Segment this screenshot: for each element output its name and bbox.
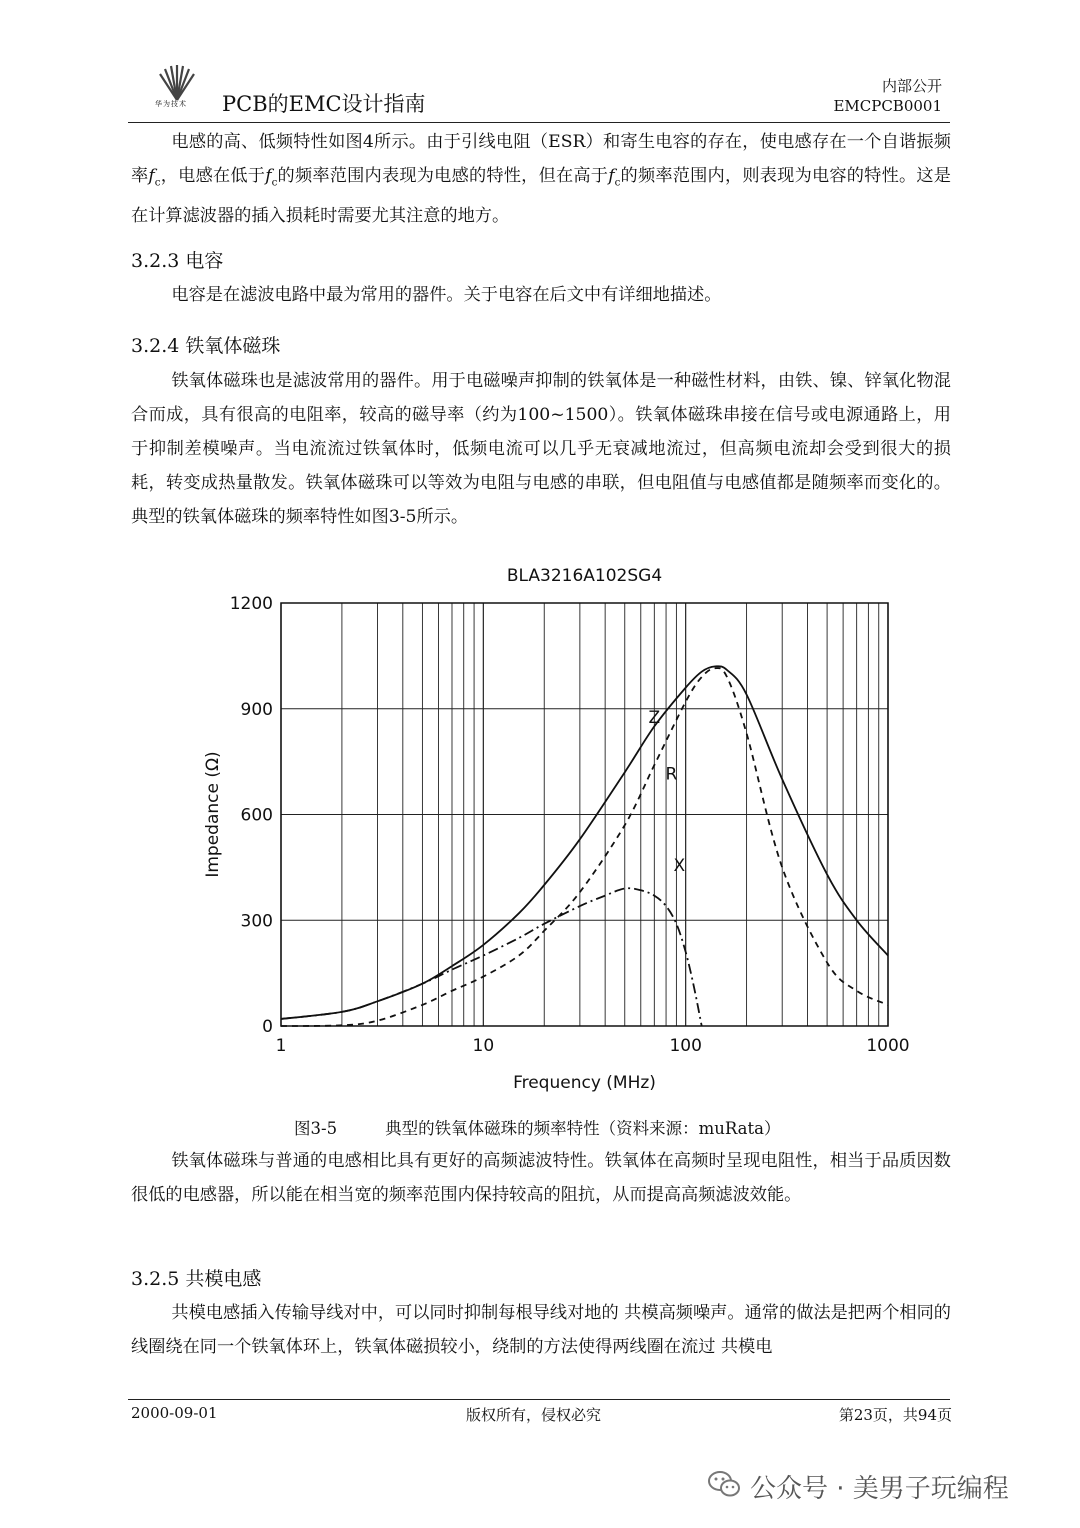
x-tick-label: 1 [275, 1036, 287, 1056]
footer-page-number: 第23页，共94页 [838, 1406, 952, 1424]
symbol-fc: f [148, 166, 155, 186]
x-tick-label: 1000 [866, 1036, 910, 1056]
watermark-text: 公众号 · 美男子玩编程 [750, 1474, 1009, 1504]
y-tick-label: 0 [262, 1017, 273, 1037]
symbol-subscript: c [614, 176, 621, 189]
y-tick-label: 900 [240, 699, 273, 720]
logo-text: 华为技术 [155, 100, 187, 108]
x-axis-label: Frequency (MHz) [513, 1073, 656, 1093]
section-heading-3-2-4: 3.2.4 铁氧体磁珠 [131, 335, 281, 357]
x-tick-label: 10 [472, 1036, 495, 1056]
series-line-z [281, 666, 888, 1019]
section-heading-3-2-3: 3.2.3 电容 [131, 250, 224, 272]
paragraph-text: 铁氧体磁珠与普通的电感相比具有更好的高频滤波特性。铁氧体在高频时呈现电阻性，相当于品质因数很低的电感器，所以能在相当宽的频率范围内保持较高的阻抗，从而提高高频滤波效能。 [131, 1151, 951, 1205]
y-tick-label: 600 [240, 805, 273, 826]
series-label-r: R [665, 764, 678, 785]
symbol-fc: f [265, 166, 272, 186]
section-3-2-3-paragraph [131, 278, 951, 312]
impedance-frequency-chart [190, 555, 930, 1100]
figure-caption [294, 1115, 780, 1139]
text-run: ，电感在低于 [160, 166, 266, 186]
document-id: EMCPCB0001 [833, 97, 942, 115]
chart-title: BLA3216A102SG4 [506, 566, 663, 586]
section-3-2-5-paragraph [131, 1296, 951, 1364]
series-line-r [281, 668, 888, 1026]
text-run: 的频率范围内，则表现为电容的特性。这是在计算滤波器的插入损耗时需要尤其注意的地方。 [131, 166, 951, 227]
ferrite-comparison-paragraph [131, 1144, 951, 1212]
series-label-z: Z [648, 707, 661, 728]
section-heading-3-2-5: 3.2.5 共模电感 [131, 1268, 262, 1290]
document-title: PCB的EMC设计指南 [222, 92, 426, 116]
y-axis-label: Impedance (Ω) [203, 751, 223, 878]
series-label-x: X [673, 855, 686, 876]
symbol-subscript: c [271, 176, 278, 189]
header-meta [833, 76, 942, 116]
wechat-icon [707, 1469, 741, 1499]
x-tick-label: 100 [669, 1036, 702, 1056]
y-tick-label: 1200 [229, 594, 273, 614]
text-run: 电感的高、低频特性如图4所示。由于引线电阻（ESR）和寄生电容的存在，使电感存在一个自谐振频率 [131, 132, 951, 186]
symbol-fc: f [608, 166, 615, 186]
text-run: 的频率范围内表现为电感的特性，但在高于 [277, 166, 609, 186]
paragraph-text: 铁氧体磁珠也是滤波常用的器件。用于电磁噪声抑制的铁氧体是一种磁性材料，由铁、镍、锌氧化物混合而成，具有很高的电阻率，较高的磁导率（约为100~1500）。铁氧体磁珠串接在信号或电源通路上，用于抑制差模噪声。当电流流过铁氧体时，低频电流可以几乎无衰减地流过，但高频电流却会受到很大的损耗，转变成热量散发。铁氧体磁珠可以等效为电阻与电感的串联，但电阻值与电感值都是随频率而变化的。典型的铁氧体磁珠的频率特性如图3-5所示。 [131, 371, 951, 527]
header-rule [128, 122, 950, 123]
paragraph-text: 电容是在滤波电路中最为常用的器件。关于电容在后文中有详细地描述。 [171, 285, 722, 305]
footer-copyright: 版权所有，侵权必究 [466, 1406, 602, 1424]
figure-number: 图3-5 [294, 1119, 338, 1138]
series-line-x [281, 888, 702, 1026]
figure-caption-text: 典型的铁氧体磁珠的频率特性（资料来源：muRata） [385, 1119, 781, 1138]
section-3-2-4-paragraph [131, 364, 951, 534]
paragraph-text: 共模电感插入传输导线对中，可以同时抑制每根导线对地的 共模高频噪声。通常的做法是把两个相同的线圈绕在同一个铁氧体环上，铁氧体磁损较小，绕制的方法使得两线圈在流过 共模电 [131, 1303, 951, 1357]
paragraph-text [131, 125, 951, 233]
footer-date: 2000-09-01 [131, 1404, 218, 1422]
classification-label: 内部公开 [881, 77, 942, 95]
footer-rule [128, 1399, 950, 1400]
y-tick-label: 300 [240, 911, 273, 932]
symbol-subscript: c [154, 176, 161, 189]
intro-paragraph [131, 125, 951, 233]
